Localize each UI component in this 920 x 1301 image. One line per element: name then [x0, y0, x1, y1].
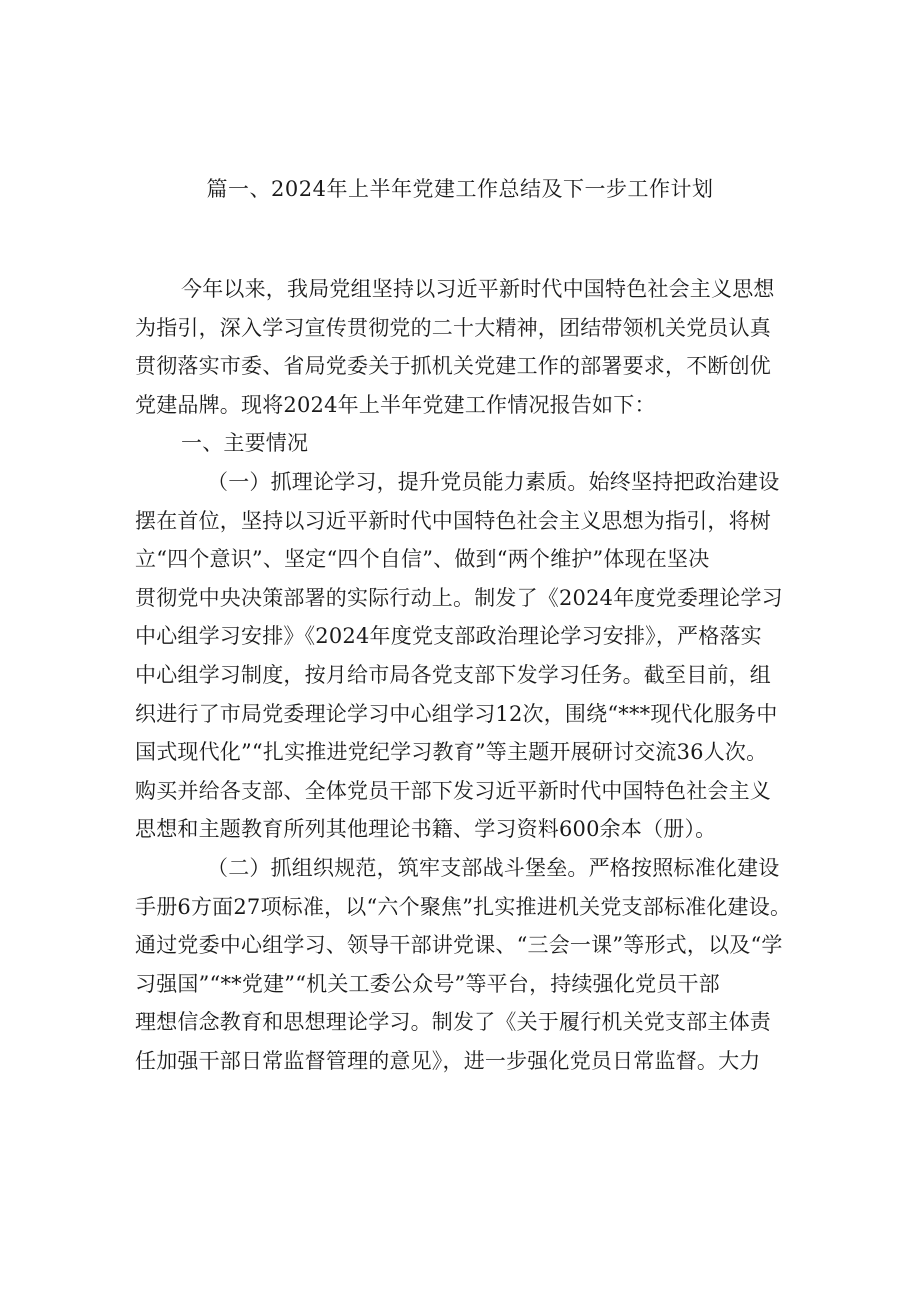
para2-line-4: 习强国”“**党建”“机关工委公众号”等平台，持续强化党员干部 — [135, 971, 720, 996]
para1-line-5: 中心组学习安排》《2024年度党支部政治理论学习安排》，严格落实 — [135, 624, 762, 649]
intro-line-3: 贯彻落实市委、省局党委关于抓机关党建工作的部署要求，不断创优 — [135, 354, 771, 379]
para1-line-2: 摆在首位，坚持以习近平新时代中国特色社会主义思想为指引，将树 — [135, 508, 771, 533]
para1-line-4: 贯彻党中央决策部署的实际行动上。制发了《2024年度党委理论学习 — [135, 585, 783, 610]
para2-line-2: 手册6方面27项标准，以“六个聚焦”扎实推进机关党支部标准化建设。 — [135, 894, 792, 919]
para2-line-1: （二）抓组织规范，筑牢支部战斗堡垒。严格按照标准化建设 — [207, 855, 780, 880]
document-body — [135, 270, 795, 1080]
para2-line-5: 理想信念教育和思想理论学习。制发了《关于履行机关党支部主体责 — [135, 1010, 771, 1035]
para2-line-6: 任加强干部日常监督管理的意见》，进一步强化党员日常监督。大力 — [135, 1048, 761, 1073]
intro-line-2: 为指引，深入学习宣传贯彻党的二十大精神，团结带领机关党员认真 — [135, 315, 771, 340]
para1-line-7: 织进行了市局党委理论学习中心组学习12次，围绕“***现代化服务中 — [135, 701, 778, 726]
intro-line-1: 今年以来，我局党组坚持以习近平新时代中国特色社会主义思想 — [181, 277, 775, 301]
section-heading: 一、主要情况 — [181, 431, 309, 456]
document-title: 篇一、2024年上半年党建工作总结及下一步工作计划 — [206, 177, 714, 201]
para2-line-3: 通过党委中心组学习、领导干部讲党课、“三会一课”等形式，以及“学 — [135, 933, 783, 958]
intro-line-4: 党建品牌。现将2024年上半年党建工作情况报告如下： — [135, 392, 656, 417]
para1-line-8: 国式现代化”“扎实推进党纪学习教育”等主题开展研讨交流36人次。 — [135, 740, 768, 765]
para1-line-10: 思想和主题教育所列其他理论书籍、学习资料600余本（册）。 — [135, 817, 717, 842]
para1-line-6: 中心组学习制度，按月给市局各党支部下发学习任务。截至目前，组 — [135, 662, 771, 687]
para1-line-1: （一）抓理论学习，提升党员能力素质。始终坚持把政治建设 — [207, 469, 780, 494]
para1-line-3: 立“四个意识”、坚定“四个自信”、做到“两个维护”体现在坚决 — [135, 547, 710, 572]
para1-line-9: 购买并给各支部、全体党员干部下发习近平新时代中国特色社会主义 — [135, 778, 771, 803]
